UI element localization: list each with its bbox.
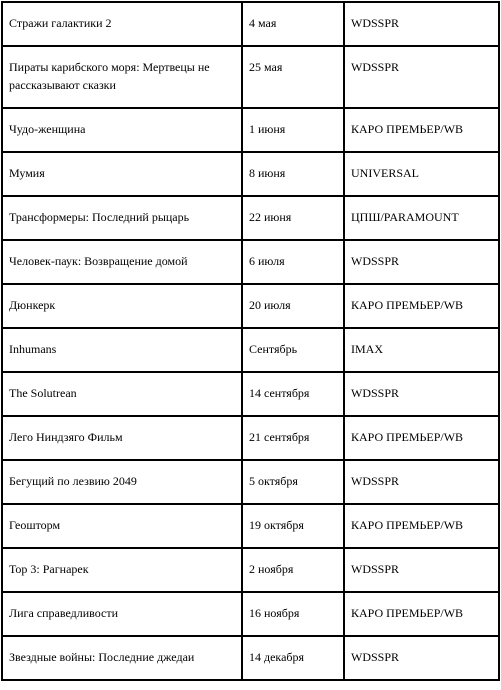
- table-row: [2, 460, 499, 504]
- table-row: [2, 328, 499, 372]
- movie-title: Тор 3: Рагнарек: [9, 562, 89, 576]
- movie-title: Звездные войны: Последние джедаи: [9, 650, 195, 664]
- table-row: [2, 504, 499, 548]
- movie-title-cell: [2, 108, 242, 152]
- release-date: 14 декабря: [249, 650, 305, 664]
- movie-title: Человек-паук: Возвращение домой: [9, 254, 188, 268]
- release-date-cell: [242, 416, 344, 460]
- distributor: ЦПШ/PARAMOUNT: [351, 210, 459, 224]
- release-date-cell: [242, 240, 344, 284]
- distributor: КАРО ПРЕМЬЕР/WB: [351, 518, 464, 532]
- movie-title-cell: [2, 592, 242, 636]
- movie-title-cell: [2, 548, 242, 592]
- movie-title-cell: [2, 240, 242, 284]
- distributor-cell: [344, 592, 499, 636]
- movie-title: Бегущий по лезвию 2049: [9, 474, 137, 488]
- release-date-cell: [242, 108, 344, 152]
- distributor: WDSSPR: [351, 254, 400, 268]
- release-date: 19 октября: [249, 518, 304, 532]
- movie-title-cell: [2, 636, 242, 680]
- release-date: 4 мая: [249, 16, 277, 30]
- release-schedule-table: [1, 1, 500, 681]
- release-date: 14 сентября: [249, 386, 310, 400]
- movie-title-cell: [2, 372, 242, 416]
- distributor: WDSSPR: [351, 60, 400, 74]
- table-row: [2, 284, 499, 328]
- movie-title: Чудо-женщина: [9, 122, 86, 136]
- release-date-cell: [242, 2, 344, 46]
- release-date: 1 июня: [249, 122, 286, 136]
- release-date: 8 июня: [249, 166, 286, 180]
- distributor: WDSSPR: [351, 386, 400, 400]
- distributor: WDSSPR: [351, 562, 400, 576]
- table-row: [2, 152, 499, 196]
- release-date: 6 июля: [249, 254, 285, 268]
- movie-title-cell: [2, 416, 242, 460]
- release-date: 21 сентября: [249, 430, 310, 444]
- release-date-cell: [242, 46, 344, 108]
- distributor-cell: [344, 152, 499, 196]
- distributor-cell: [344, 416, 499, 460]
- distributor-cell: [344, 284, 499, 328]
- distributor: WDSSPR: [351, 474, 400, 488]
- distributor: IMAX: [351, 342, 383, 356]
- distributor: WDSSPR: [351, 16, 400, 30]
- distributor: UNIVERSAL: [351, 166, 419, 180]
- movie-title: Трансформеры: Последний рыцарь: [9, 210, 190, 224]
- movie-title-cell: [2, 196, 242, 240]
- distributor-cell: [344, 460, 499, 504]
- movie-title-cell: [2, 152, 242, 196]
- distributor-cell: [344, 46, 499, 108]
- release-date-cell: [242, 196, 344, 240]
- release-date-cell: [242, 592, 344, 636]
- distributor: КАРО ПРЕМЬЕР/WB: [351, 430, 464, 444]
- distributor-cell: [344, 504, 499, 548]
- release-date: Сентябрь: [249, 342, 298, 356]
- movie-title: Геошторм: [9, 518, 61, 532]
- release-date: 25 мая: [249, 60, 283, 74]
- movie-title-cell: [2, 46, 242, 108]
- release-date-cell: [242, 152, 344, 196]
- table-row: [2, 416, 499, 460]
- distributor: КАРО ПРЕМЬЕР/WB: [351, 606, 464, 620]
- release-date: 16 ноября: [249, 606, 300, 620]
- release-date: 2 ноября: [249, 562, 294, 576]
- distributor: WDSSPR: [351, 650, 400, 664]
- movie-title: Пираты карибского моря: Мертвецы не рассказывают сказки: [9, 60, 210, 92]
- release-date-cell: [242, 372, 344, 416]
- movie-title-cell: [2, 2, 242, 46]
- distributor-cell: [344, 196, 499, 240]
- table-row: [2, 240, 499, 284]
- movie-title: Стражи галактики 2: [9, 16, 112, 30]
- table-row: [2, 2, 499, 46]
- movie-title-cell: [2, 504, 242, 548]
- distributor-cell: [344, 328, 499, 372]
- movie-title-cell: [2, 460, 242, 504]
- movie-title: Мумия: [9, 166, 45, 180]
- table-row: [2, 196, 499, 240]
- release-date-cell: [242, 284, 344, 328]
- table-row: [2, 372, 499, 416]
- release-date: 20 июля: [249, 298, 291, 312]
- distributor: КАРО ПРЕМЬЕР/WB: [351, 298, 464, 312]
- release-date-cell: [242, 504, 344, 548]
- movie-title: Inhumans: [9, 342, 57, 356]
- table-row: [2, 548, 499, 592]
- table-row: [2, 592, 499, 636]
- distributor-cell: [344, 636, 499, 680]
- distributor-cell: [344, 240, 499, 284]
- movie-title-cell: [2, 328, 242, 372]
- table-row: [2, 636, 499, 680]
- distributor-cell: [344, 108, 499, 152]
- movie-title-cell: [2, 284, 242, 328]
- release-date-cell: [242, 460, 344, 504]
- release-date: 5 октября: [249, 474, 298, 488]
- movie-title: The Solutrean: [9, 386, 77, 400]
- release-schedule-body: [2, 2, 499, 680]
- table-row: [2, 108, 499, 152]
- release-date: 22 июня: [249, 210, 292, 224]
- distributor-cell: [344, 2, 499, 46]
- movie-title: Лига справедливости: [9, 606, 119, 620]
- table-row: [2, 46, 499, 108]
- release-date-cell: [242, 548, 344, 592]
- release-date-cell: [242, 328, 344, 372]
- distributor-cell: [344, 548, 499, 592]
- release-date-cell: [242, 636, 344, 680]
- movie-title: Лего Ниндзяго Фильм: [9, 430, 123, 444]
- distributor-cell: [344, 372, 499, 416]
- movie-title: Дюнкерк: [9, 298, 56, 312]
- distributor: КАРО ПРЕМЬЕР/WB: [351, 122, 464, 136]
